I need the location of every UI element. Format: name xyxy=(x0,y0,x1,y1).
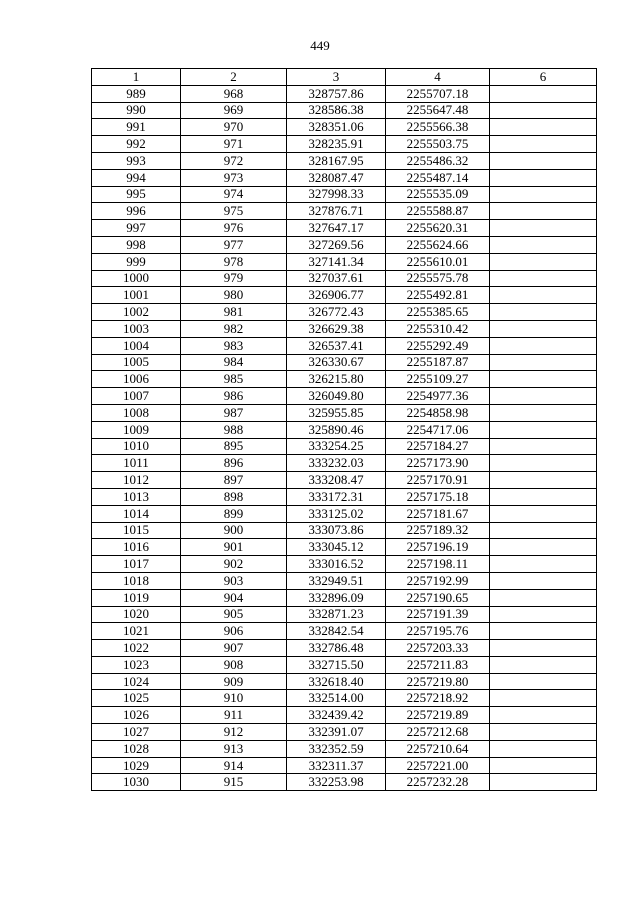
table-cell: 327037.61 xyxy=(287,270,386,287)
table-cell: 332618.40 xyxy=(287,673,386,690)
table-cell: 333172.31 xyxy=(287,488,386,505)
table-row xyxy=(92,623,597,640)
table-row xyxy=(92,337,597,354)
table-cell: 1008 xyxy=(92,404,181,421)
table-cell xyxy=(490,774,597,791)
table-cell: 1022 xyxy=(92,640,181,657)
table-cell: 328757.86 xyxy=(287,85,386,102)
table-cell: 332842.54 xyxy=(287,623,386,640)
table-cell xyxy=(490,102,597,119)
table-cell: 1002 xyxy=(92,304,181,321)
table-cell: 980 xyxy=(181,287,287,304)
table-cell xyxy=(490,690,597,707)
table-cell: 1004 xyxy=(92,337,181,354)
table-cell: 909 xyxy=(181,673,287,690)
header-row xyxy=(92,69,597,86)
table-cell: 332253.98 xyxy=(287,774,386,791)
table-cell: 993 xyxy=(92,152,181,169)
table-cell: 333016.52 xyxy=(287,556,386,573)
table-cell: 895 xyxy=(181,438,287,455)
table-cell: 1025 xyxy=(92,690,181,707)
table-cell: 1018 xyxy=(92,572,181,589)
table-cell: 2257196.19 xyxy=(386,539,490,556)
table-cell: 332786.48 xyxy=(287,640,386,657)
table-cell: 325890.46 xyxy=(287,421,386,438)
table-cell xyxy=(490,186,597,203)
table-row xyxy=(92,304,597,321)
table-row xyxy=(92,757,597,774)
table-cell: 326906.77 xyxy=(287,287,386,304)
table-cell xyxy=(490,404,597,421)
table-cell: 1010 xyxy=(92,438,181,455)
table-row xyxy=(92,287,597,304)
table-cell: 1020 xyxy=(92,606,181,623)
table-cell: 333045.12 xyxy=(287,539,386,556)
table-row xyxy=(92,119,597,136)
column-header: 6 xyxy=(490,69,597,86)
table-cell: 2254717.06 xyxy=(386,421,490,438)
table-cell: 1028 xyxy=(92,740,181,757)
table-cell: 2257221.00 xyxy=(386,757,490,774)
table-cell: 1005 xyxy=(92,354,181,371)
table-cell: 902 xyxy=(181,556,287,573)
table-cell: 910 xyxy=(181,690,287,707)
table-cell: 2255707.18 xyxy=(386,85,490,102)
table-cell: 999 xyxy=(92,253,181,270)
table-cell: 975 xyxy=(181,203,287,220)
table-cell: 2257195.76 xyxy=(386,623,490,640)
table-row xyxy=(92,488,597,505)
table-cell: 327269.56 xyxy=(287,236,386,253)
table-cell: 989 xyxy=(92,85,181,102)
table-cell: 969 xyxy=(181,102,287,119)
table-cell: 2255535.09 xyxy=(386,186,490,203)
table-cell xyxy=(490,136,597,153)
table-cell xyxy=(490,388,597,405)
table-row xyxy=(92,220,597,237)
table-cell: 1023 xyxy=(92,656,181,673)
table-cell: 328167.95 xyxy=(287,152,386,169)
table-cell xyxy=(490,320,597,337)
table-cell: 978 xyxy=(181,253,287,270)
table-row xyxy=(92,136,597,153)
table-cell: 328087.47 xyxy=(287,169,386,186)
table-cell: 327876.71 xyxy=(287,203,386,220)
table-cell: 1030 xyxy=(92,774,181,791)
table-cell: 1016 xyxy=(92,539,181,556)
table-cell: 974 xyxy=(181,186,287,203)
table-cell: 2255487.14 xyxy=(386,169,490,186)
table-cell: 2257192.99 xyxy=(386,572,490,589)
table-cell xyxy=(490,371,597,388)
table-cell xyxy=(490,455,597,472)
table-cell: 899 xyxy=(181,505,287,522)
table-cell xyxy=(490,421,597,438)
table-cell: 2257175.18 xyxy=(386,488,490,505)
table-cell: 912 xyxy=(181,724,287,741)
table-row xyxy=(92,724,597,741)
table-cell: 903 xyxy=(181,572,287,589)
table-cell xyxy=(490,85,597,102)
table-cell: 1024 xyxy=(92,673,181,690)
table-row xyxy=(92,539,597,556)
table-cell: 2257203.33 xyxy=(386,640,490,657)
table-cell: 2257219.80 xyxy=(386,673,490,690)
table-cell: 2255610.01 xyxy=(386,253,490,270)
table-cell: 1007 xyxy=(92,388,181,405)
table-cell: 332896.09 xyxy=(287,589,386,606)
table-cell: 2257198.11 xyxy=(386,556,490,573)
table-cell xyxy=(490,472,597,489)
table-cell: 2255588.87 xyxy=(386,203,490,220)
table-row xyxy=(92,102,597,119)
table-cell xyxy=(490,119,597,136)
table-cell: 905 xyxy=(181,606,287,623)
table-cell: 2255575.78 xyxy=(386,270,490,287)
table-cell: 2255647.48 xyxy=(386,102,490,119)
table-row xyxy=(92,438,597,455)
table-cell: 333254.25 xyxy=(287,438,386,455)
table-cell xyxy=(490,539,597,556)
table-header xyxy=(92,69,597,86)
table-cell: 1019 xyxy=(92,589,181,606)
table-body xyxy=(92,85,597,790)
table-row xyxy=(92,421,597,438)
table-cell: 914 xyxy=(181,757,287,774)
table-cell: 333125.02 xyxy=(287,505,386,522)
table-cell: 904 xyxy=(181,589,287,606)
table-cell xyxy=(490,438,597,455)
table-cell: 2257232.28 xyxy=(386,774,490,791)
table-cell: 2255292.49 xyxy=(386,337,490,354)
table-cell: 1011 xyxy=(92,455,181,472)
table-cell xyxy=(490,304,597,321)
table-cell: 327141.34 xyxy=(287,253,386,270)
table-cell: 1012 xyxy=(92,472,181,489)
table-cell: 2255503.75 xyxy=(386,136,490,153)
table-cell: 913 xyxy=(181,740,287,757)
table-cell: 972 xyxy=(181,152,287,169)
table-cell xyxy=(490,640,597,657)
table-cell: 977 xyxy=(181,236,287,253)
table-cell: 332715.50 xyxy=(287,656,386,673)
table-row xyxy=(92,270,597,287)
column-header: 1 xyxy=(92,69,181,86)
table-cell: 1001 xyxy=(92,287,181,304)
table-cell: 332949.51 xyxy=(287,572,386,589)
table-cell: 906 xyxy=(181,623,287,640)
table-cell: 2257218.92 xyxy=(386,690,490,707)
table-cell: 896 xyxy=(181,455,287,472)
table-cell: 326330.67 xyxy=(287,354,386,371)
table-row xyxy=(92,656,597,673)
table-cell xyxy=(490,220,597,237)
table-cell xyxy=(490,236,597,253)
table-cell: 2255492.81 xyxy=(386,287,490,304)
table-cell: 328235.91 xyxy=(287,136,386,153)
table-cell: 908 xyxy=(181,656,287,673)
table-row xyxy=(92,740,597,757)
table-cell: 973 xyxy=(181,169,287,186)
table-cell: 326049.80 xyxy=(287,388,386,405)
table-row xyxy=(92,589,597,606)
table-row xyxy=(92,505,597,522)
table-cell: 2257210.64 xyxy=(386,740,490,757)
table-cell: 327647.17 xyxy=(287,220,386,237)
table-row xyxy=(92,236,597,253)
table-cell: 988 xyxy=(181,421,287,438)
table-cell: 326772.43 xyxy=(287,304,386,321)
table-cell: 1017 xyxy=(92,556,181,573)
table-cell: 332871.23 xyxy=(287,606,386,623)
table-cell: 332352.59 xyxy=(287,740,386,757)
table-cell: 2257181.67 xyxy=(386,505,490,522)
table-cell: 2255624.66 xyxy=(386,236,490,253)
column-header: 2 xyxy=(181,69,287,86)
table-cell: 328586.38 xyxy=(287,102,386,119)
table-cell: 983 xyxy=(181,337,287,354)
table-cell: 332391.07 xyxy=(287,724,386,741)
table-cell: 332514.00 xyxy=(287,690,386,707)
table-row xyxy=(92,85,597,102)
table-cell: 2255486.32 xyxy=(386,152,490,169)
table-cell: 984 xyxy=(181,354,287,371)
table-cell xyxy=(490,152,597,169)
table-cell: 1014 xyxy=(92,505,181,522)
table-row xyxy=(92,320,597,337)
table-cell: 2257173.90 xyxy=(386,455,490,472)
table-cell xyxy=(490,707,597,724)
table-cell: 991 xyxy=(92,119,181,136)
table-cell: 987 xyxy=(181,404,287,421)
coordinates-table xyxy=(91,68,597,791)
table-cell: 982 xyxy=(181,320,287,337)
table-cell xyxy=(490,556,597,573)
table-cell xyxy=(490,623,597,640)
table-row xyxy=(92,388,597,405)
page-number: 449 xyxy=(310,38,330,53)
table-row xyxy=(92,472,597,489)
table-row xyxy=(92,572,597,589)
column-header: 3 xyxy=(287,69,386,86)
table-row xyxy=(92,673,597,690)
table-cell: 2257189.32 xyxy=(386,522,490,539)
table-cell: 897 xyxy=(181,472,287,489)
table-cell: 911 xyxy=(181,707,287,724)
table-cell: 2257184.27 xyxy=(386,438,490,455)
table-cell xyxy=(490,505,597,522)
table-cell: 333073.86 xyxy=(287,522,386,539)
table-cell: 333208.47 xyxy=(287,472,386,489)
table-cell xyxy=(490,354,597,371)
table-cell: 968 xyxy=(181,85,287,102)
table-cell: 1021 xyxy=(92,623,181,640)
table-row xyxy=(92,707,597,724)
table-cell: 915 xyxy=(181,774,287,791)
table-cell xyxy=(490,522,597,539)
table-cell: 1026 xyxy=(92,707,181,724)
table-row xyxy=(92,556,597,573)
table-cell: 1015 xyxy=(92,522,181,539)
table-row xyxy=(92,203,597,220)
table-cell: 326215.80 xyxy=(287,371,386,388)
table-cell: 2255385.65 xyxy=(386,304,490,321)
table-cell xyxy=(490,656,597,673)
table-row xyxy=(92,253,597,270)
table-cell: 2255620.31 xyxy=(386,220,490,237)
table-cell: 2257219.89 xyxy=(386,707,490,724)
table-cell xyxy=(490,606,597,623)
table-cell: 1009 xyxy=(92,421,181,438)
table-cell: 2257170.91 xyxy=(386,472,490,489)
table-cell: 970 xyxy=(181,119,287,136)
table-cell: 1006 xyxy=(92,371,181,388)
table-cell xyxy=(490,757,597,774)
table-cell: 2255566.38 xyxy=(386,119,490,136)
table-cell: 901 xyxy=(181,539,287,556)
table-cell: 2257190.65 xyxy=(386,589,490,606)
table-cell: 981 xyxy=(181,304,287,321)
table-cell: 2254977.36 xyxy=(386,388,490,405)
table-cell xyxy=(490,740,597,757)
table-cell: 900 xyxy=(181,522,287,539)
table-cell: 997 xyxy=(92,220,181,237)
table-cell: 986 xyxy=(181,388,287,405)
table-cell: 332311.37 xyxy=(287,757,386,774)
table-cell: 2255310.42 xyxy=(386,320,490,337)
table-cell: 328351.06 xyxy=(287,119,386,136)
table-cell: 907 xyxy=(181,640,287,657)
table-cell xyxy=(490,589,597,606)
table-row xyxy=(92,455,597,472)
table-cell: 994 xyxy=(92,169,181,186)
table-cell xyxy=(490,724,597,741)
table-cell: 1003 xyxy=(92,320,181,337)
table-cell: 2254858.98 xyxy=(386,404,490,421)
table-cell: 985 xyxy=(181,371,287,388)
column-header: 4 xyxy=(386,69,490,86)
table-cell: 992 xyxy=(92,136,181,153)
table-row xyxy=(92,404,597,421)
table-row xyxy=(92,152,597,169)
table-cell xyxy=(490,203,597,220)
table-cell: 326629.38 xyxy=(287,320,386,337)
table-cell xyxy=(490,673,597,690)
table-cell: 2255187.87 xyxy=(386,354,490,371)
table-cell: 332439.42 xyxy=(287,707,386,724)
table-cell: 327998.33 xyxy=(287,186,386,203)
table-cell: 998 xyxy=(92,236,181,253)
table-row xyxy=(92,640,597,657)
table-row xyxy=(92,169,597,186)
table-row xyxy=(92,606,597,623)
table-cell xyxy=(490,572,597,589)
table-cell: 996 xyxy=(92,203,181,220)
table-cell xyxy=(490,270,597,287)
table-cell: 976 xyxy=(181,220,287,237)
table-cell: 995 xyxy=(92,186,181,203)
table-cell xyxy=(490,488,597,505)
table-cell xyxy=(490,169,597,186)
table-cell xyxy=(490,287,597,304)
table-cell: 898 xyxy=(181,488,287,505)
table-row xyxy=(92,690,597,707)
table-row xyxy=(92,354,597,371)
table-row xyxy=(92,186,597,203)
table-cell: 325955.85 xyxy=(287,404,386,421)
table-cell: 2257211.83 xyxy=(386,656,490,673)
table-cell: 1013 xyxy=(92,488,181,505)
table-cell: 1027 xyxy=(92,724,181,741)
table-row xyxy=(92,774,597,791)
table-cell: 2257191.39 xyxy=(386,606,490,623)
table-cell: 333232.03 xyxy=(287,455,386,472)
table-cell: 2255109.27 xyxy=(386,371,490,388)
table-cell: 1029 xyxy=(92,757,181,774)
table-cell: 971 xyxy=(181,136,287,153)
table-row xyxy=(92,522,597,539)
table-cell: 2257212.68 xyxy=(386,724,490,741)
table-cell: 990 xyxy=(92,102,181,119)
table-cell xyxy=(490,253,597,270)
table-cell: 326537.41 xyxy=(287,337,386,354)
table-row xyxy=(92,371,597,388)
table-cell xyxy=(490,337,597,354)
table-cell: 979 xyxy=(181,270,287,287)
table-cell: 1000 xyxy=(92,270,181,287)
